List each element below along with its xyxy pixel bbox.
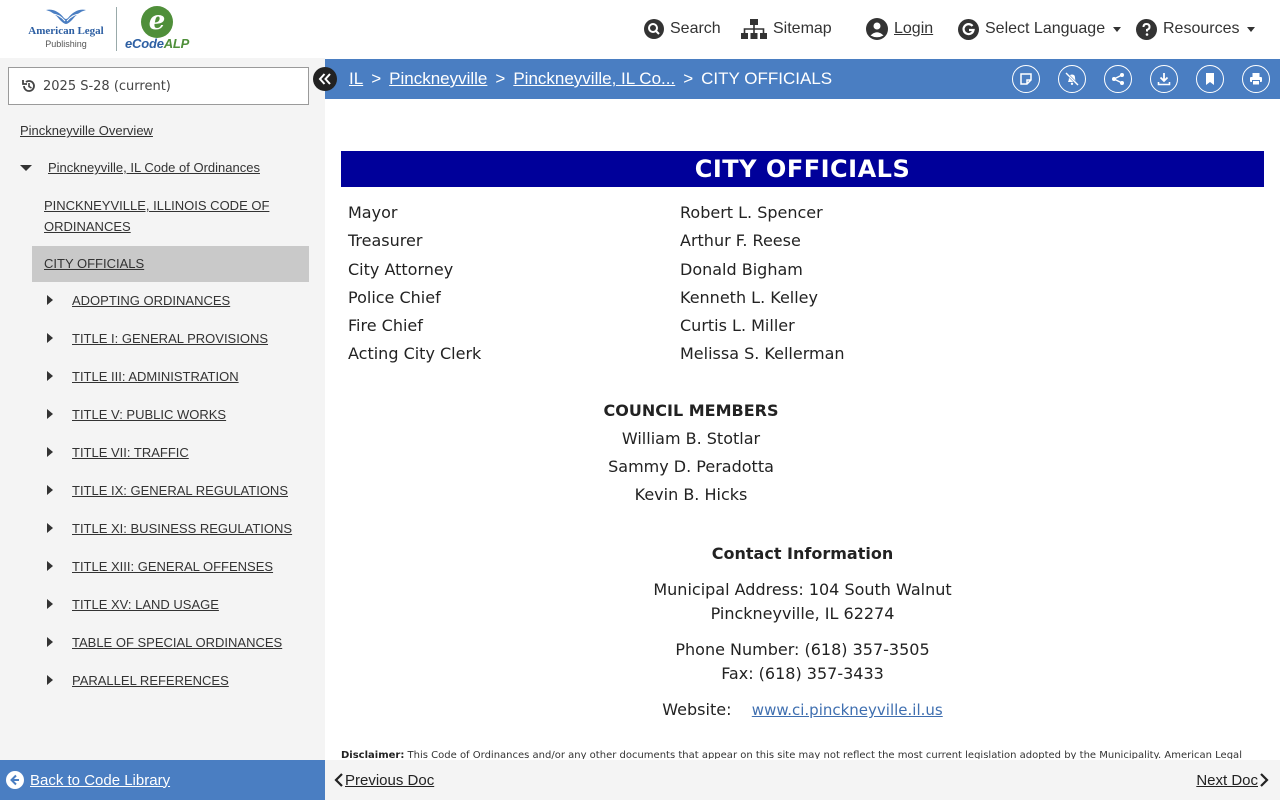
- official-role: Acting City Clerk: [348, 344, 482, 363]
- version-selector[interactable]: [8, 67, 309, 105]
- official-role: Fire Chief: [348, 316, 423, 335]
- chevron-right-icon: [1258, 772, 1270, 788]
- disclaimer-text: This Code of Ordinances and/or any other documents that appear on this site may not reflect the most current legislation adopted by the Municipality. American Legal: [407, 750, 1242, 759]
- official-name: Curtis L. Miller: [680, 316, 795, 335]
- toc-item-label[interactable]: TITLE III: ADMINISTRATION: [72, 369, 239, 384]
- version-label: 2025 S-28 (current): [43, 78, 171, 94]
- resources-menu[interactable]: [1136, 15, 1255, 43]
- address-city: Pinckneyville, IL 62274: [710, 604, 895, 623]
- history-icon: [21, 78, 37, 94]
- search-label: Search: [670, 20, 721, 37]
- sitemap-label: Sitemap: [773, 20, 832, 37]
- login-nav[interactable]: [866, 15, 933, 43]
- toc-item-label[interactable]: TITLE I: GENERAL PROVISIONS: [72, 331, 269, 346]
- expand-right-icon[interactable]: [47, 447, 53, 457]
- toc-overview[interactable]: Pinckneyville Overview: [20, 123, 153, 138]
- google-translate-icon: [958, 19, 979, 40]
- chevron-down-icon: [1113, 27, 1121, 32]
- sitemap-icon: [741, 19, 767, 39]
- american-legal-logo: American Legal Publishing: [26, 6, 106, 52]
- breadcrumb-separator: >: [371, 69, 382, 88]
- official-role: Mayor: [348, 203, 398, 222]
- chevron-down-icon: [1247, 27, 1255, 32]
- collapse-sidebar-button[interactable]: [313, 67, 337, 91]
- website-row: [325, 700, 1280, 719]
- double-chevron-left-icon: [318, 73, 332, 85]
- disclaimer: [341, 750, 1261, 759]
- breadcrumb-current: CITY OFFICIALS: [701, 69, 833, 88]
- top-header: [0, 0, 1280, 58]
- note-icon: [1019, 72, 1033, 86]
- expand-right-icon[interactable]: [47, 409, 53, 419]
- next-doc-button[interactable]: [1196, 760, 1270, 800]
- website-link[interactable]: www.ci.pinckneyville.il.us: [751, 701, 943, 719]
- official-name: Arthur F. Reese: [680, 231, 801, 250]
- login-label: Login: [894, 20, 934, 37]
- toc-code-title[interactable]: [44, 195, 269, 237]
- ecode-prefix: eCode: [125, 36, 164, 51]
- breadcrumb-separator: >: [683, 69, 694, 88]
- toolbar: [994, 65, 1270, 93]
- council-section: [325, 99, 1280, 502]
- logo-divider: [116, 7, 117, 51]
- document-nav: [325, 760, 1280, 800]
- search-icon: [644, 19, 664, 39]
- breadcrumb-code[interactable]: Pinckneyville, IL Co...: [513, 69, 676, 88]
- toc-city-officials[interactable]: CITY OFFICIALS: [44, 256, 145, 271]
- help-circle-icon: [1136, 19, 1157, 40]
- expand-down-icon[interactable]: [20, 165, 32, 171]
- expand-right-icon[interactable]: [47, 523, 53, 533]
- website-label: Website:: [662, 700, 732, 719]
- back-to-library-link[interactable]: Back to Code Library: [30, 771, 171, 789]
- expand-right-icon[interactable]: [47, 637, 53, 647]
- previous-doc-link[interactable]: Previous Doc: [345, 771, 435, 789]
- official-role: Police Chief: [348, 288, 441, 307]
- expand-right-icon[interactable]: [47, 371, 53, 381]
- print-button[interactable]: [1242, 65, 1270, 93]
- council-member: Kevin B. Hicks: [634, 485, 748, 502]
- ecode-alp-logo: [125, 6, 201, 52]
- resources-label: Resources: [1163, 20, 1240, 37]
- council-member: Sammy D. Peradotta: [608, 457, 774, 476]
- council-member: William B. Stotlar: [621, 429, 761, 448]
- share-icon: [1111, 72, 1125, 86]
- page-title: CITY OFFICIALS: [341, 151, 1264, 187]
- bookmark-button[interactable]: [1196, 65, 1224, 93]
- toc-item-label[interactable]: TITLE XV: LAND USAGE: [72, 597, 219, 612]
- toc-code-root[interactable]: Pinckneyville, IL Code of Ordinances: [48, 160, 260, 175]
- printer-icon: [1249, 72, 1263, 86]
- toc-current-item[interactable]: [32, 246, 309, 282]
- expand-right-icon[interactable]: [47, 485, 53, 495]
- council-heading: COUNCIL MEMBERS: [603, 401, 779, 420]
- chevron-left-icon: [333, 772, 345, 788]
- phone-number: Phone Number: (618) 357-3505: [675, 640, 930, 659]
- notifications-off-button[interactable]: [1058, 65, 1086, 93]
- download-icon: [1157, 72, 1171, 86]
- breadcrumb-separator: >: [495, 69, 506, 88]
- toc-item-label[interactable]: TITLE V: PUBLIC WORKS: [72, 407, 227, 422]
- language-label: Select Language: [985, 20, 1106, 37]
- user-circle-icon: [866, 18, 888, 40]
- expand-right-icon[interactable]: [47, 295, 53, 305]
- annotate-button[interactable]: [1012, 65, 1040, 93]
- contact-heading: Contact Information: [711, 544, 894, 563]
- official-role: City Attorney: [348, 260, 454, 279]
- language-select[interactable]: [958, 15, 1121, 43]
- expand-right-icon[interactable]: [47, 561, 53, 571]
- municipal-address: Municipal Address: 104 South Walnut: [653, 580, 952, 599]
- toc-item-label[interactable]: TITLE XI: BUSINESS REGULATIONS: [72, 521, 293, 536]
- search-nav[interactable]: [644, 15, 721, 43]
- expand-right-icon[interactable]: [47, 333, 53, 343]
- fax-number: Fax: (618) 357-3433: [721, 664, 884, 683]
- official-name: Kenneth L. Kelley: [680, 288, 818, 307]
- arrow-left-circle-icon: [6, 771, 24, 789]
- previous-doc-button[interactable]: [333, 760, 434, 800]
- toc-code-title-line1: PINCKNEYVILLE, ILLINOIS CODE OF: [44, 198, 270, 213]
- back-to-library-bar: [0, 760, 325, 800]
- toc-item-label[interactable]: ADOPTING ORDINANCES: [72, 293, 231, 308]
- official-role: Treasurer: [348, 231, 423, 250]
- sidebar: [0, 58, 325, 760]
- ecode-e-mark: e: [141, 6, 173, 38]
- bookmark-icon: [1204, 72, 1216, 86]
- disclaimer-label: Disclaimer:: [341, 750, 405, 759]
- expand-right-icon[interactable]: [47, 599, 53, 609]
- site-logo[interactable]: [26, 6, 201, 52]
- toc-item-label[interactable]: PARALLEL REFERENCES: [72, 673, 229, 688]
- toc-item-label[interactable]: TITLE XIII: GENERAL OFFENSES: [72, 559, 274, 574]
- sitemap-nav[interactable]: [741, 15, 832, 43]
- eagle-icon: [44, 6, 88, 26]
- share-button[interactable]: [1104, 65, 1132, 93]
- official-name: Robert L. Spencer: [680, 203, 823, 222]
- breadcrumb: [349, 59, 832, 99]
- document-content: [325, 99, 1280, 759]
- bell-slash-icon: [1064, 71, 1080, 87]
- breadcrumb-bar: [325, 59, 1280, 99]
- expand-right-icon[interactable]: [47, 675, 53, 685]
- toc-code-title-line2: ORDINANCES: [44, 219, 131, 234]
- official-name: Donald Bigham: [680, 260, 803, 279]
- breadcrumb-pinckneyville[interactable]: Pinckneyville: [389, 69, 488, 88]
- toc-item-label[interactable]: TITLE IX: GENERAL REGULATIONS: [72, 483, 288, 498]
- next-doc-link[interactable]: Next Doc: [1196, 771, 1258, 789]
- official-name: Melissa S. Kellerman: [680, 344, 845, 363]
- ecode-suffix: ALP: [163, 36, 190, 51]
- download-button[interactable]: [1150, 65, 1178, 93]
- toc-item-label[interactable]: TABLE OF SPECIAL ORDINANCES: [72, 635, 283, 650]
- breadcrumb-il[interactable]: IL: [349, 69, 364, 88]
- toc-item-label[interactable]: TITLE VII: TRAFFIC: [72, 445, 189, 460]
